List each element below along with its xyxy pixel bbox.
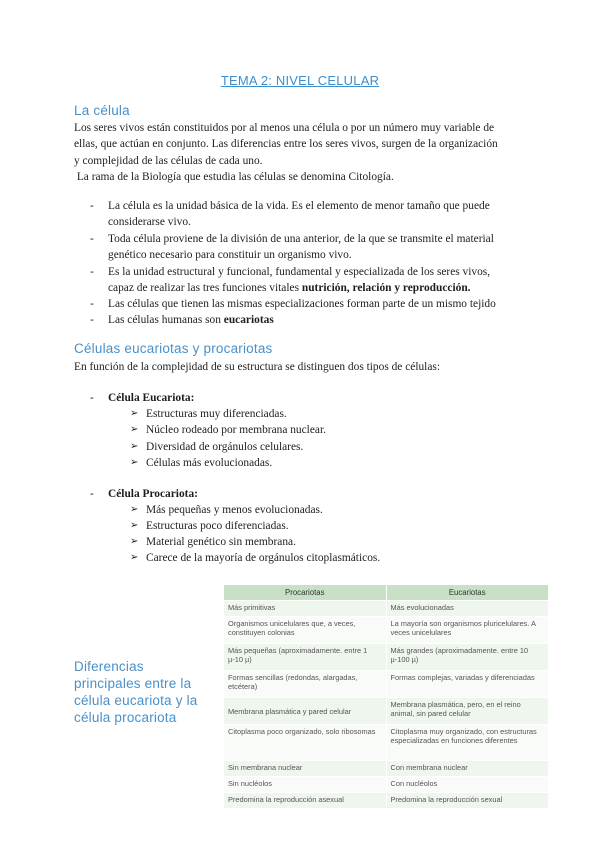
table-row	[224, 601, 549, 617]
table-row	[224, 761, 549, 777]
bold-text: Célula Procariota:	[108, 488, 198, 500]
table-cell: Membrana plasmática, pero, en el reino animal, sin pared celular	[386, 698, 549, 725]
table-row	[224, 698, 549, 725]
table-cell: Con membrana nuclear	[386, 761, 549, 777]
bullet-line: Las células que tienen las mismas especializaciones forman parte de un mismo tejido	[108, 298, 496, 310]
bold-text: Célula Eucariota:	[108, 392, 195, 404]
sub-item: ➢ Estructuras poco diferenciadas.	[130, 518, 530, 534]
table-cell: Más primitivas	[224, 601, 387, 617]
eukaryote-label: - Célula Eucariota:	[90, 392, 195, 404]
arrow-icon: ➢	[130, 424, 139, 435]
bullet-item: - La célula es la unidad básica de la vida. Es el elemento de menor tamaño que puede considerarse vivo.	[74, 198, 526, 231]
table-row	[224, 725, 549, 761]
arrow-icon: ➢	[130, 552, 139, 563]
bullet-line: Toda célula proviene de la división de una anterior, de la que se transmite el material	[108, 233, 494, 245]
table-cell: Organismos unicelulares que, a veces, constituyen colonias	[224, 617, 387, 644]
arrow-icon: ➢	[130, 504, 139, 515]
table-cell: La mayoría son organismos pluricelulares. A veces unicelulares	[386, 617, 549, 644]
sub-item: ➢ Carece de la mayoría de orgánulos citoplasmáticos.	[130, 550, 530, 566]
arrow-icon: ➢	[130, 520, 139, 531]
sub-item: ➢ Células más evolucionadas.	[130, 455, 530, 471]
section-heading-cell: La célula	[74, 103, 130, 118]
comparison-table	[223, 584, 549, 809]
sub-item: ➢ Diversidad de orgánulos celulares.	[130, 439, 530, 455]
column-header: Eucariotas	[386, 585, 549, 601]
intro-paragraph	[74, 120, 526, 185]
table-cell: Más grandes (aproximadamente. entre 10 µ-100 µ)	[386, 644, 549, 671]
table-header-row	[224, 585, 549, 601]
table-cell: Más pequeñas (aproximadamente. entre 1 µ-10 µ)	[224, 644, 387, 671]
bullet-line: genético necesario para constituir un organismo vivo.	[108, 249, 352, 262]
section-heading-types: Células eucariotas y procariotas	[74, 341, 273, 356]
para-line: y complejidad de las células de cada uno.	[74, 154, 263, 167]
table-cell: Con nucléolos	[386, 777, 549, 793]
bullet-line: capaz de realizar las tres funciones vitales nutrición, relación y reproducción.	[108, 282, 471, 295]
table-cell: Sin membrana nuclear	[224, 761, 387, 777]
table-cell: Más evolucionadas	[386, 601, 549, 617]
page-title: TEMA 2: NIVEL CELULAR	[220, 73, 380, 88]
arrow-icon: ➢	[130, 457, 139, 468]
table-cell: Citoplasma muy organizado, con estructuras especializadas en funciones diferentes	[386, 725, 549, 761]
bullet-item: - Toda célula proviene de la división de una anterior, de la que se transmite el material genético necesario para constituir un organismo vivo.	[74, 231, 526, 264]
bullet-line: Es la unidad estructural y funcional, fundamental y especializada de los seres vivos,	[108, 266, 491, 278]
bullet-line: Las células humanas son eucariotas	[108, 314, 274, 326]
table-row	[224, 671, 549, 698]
table-cell: Membrana plasmática y pared celular	[224, 698, 387, 725]
para-line: ellas, que actúan en conjunto. Las diferencias entre los seres vivos, surgen de la organización	[74, 138, 498, 151]
table-cell: Predomina la reproducción asexual	[224, 793, 387, 809]
prokaryote-label: - Célula Procariota:	[90, 488, 198, 500]
table-row	[224, 617, 549, 644]
bold-text: nutrición, relación y reproducción.	[301, 282, 471, 295]
arrow-icon: ➢	[130, 441, 139, 452]
comparison-title: Diferencias principales entre la célula eucariota y la célula procariota	[74, 659, 198, 725]
bullet-item: - Es la unidad estructural y funcional, fundamental y especializada de los seres vivos, capaz de realizar las tres funciones vitales nutrición, relación y reproducción.	[74, 264, 526, 297]
column-header: Procariotas	[224, 585, 387, 601]
table-cell: Sin nucléolos	[224, 777, 387, 793]
table-cell: Formas sencillas (redondas, alargadas, etcétera)	[224, 671, 387, 698]
sub-item: ➢ Núcleo rodeado por membrana nuclear.	[130, 422, 530, 438]
bold-text: eucariotas	[223, 314, 274, 326]
types-intro: En función de la complejidad de su estructura se distinguen dos tipos de células:	[74, 361, 440, 373]
sub-item: ➢ Más pequeñas y menos evolucionadas.	[130, 502, 530, 518]
para-line: Los seres vivos están constituidos por al menos una célula o por un número muy variable de	[74, 122, 495, 134]
bullet-item: - Las células humanas son eucariotas	[74, 312, 526, 328]
table-cell: Citoplasma poco organizado, solo ribosomas	[224, 725, 387, 761]
table-row	[224, 777, 549, 793]
table-cell: Formas complejas, variadas y diferenciadas	[386, 671, 549, 698]
bullet-item: - Las células que tienen las mismas especializaciones forman parte de un mismo tejido	[74, 296, 526, 312]
table-row	[224, 644, 549, 671]
arrow-icon: ➢	[130, 536, 139, 547]
table-row	[224, 793, 549, 809]
table-cell: Predomina la reproducción sexual	[386, 793, 549, 809]
arrow-icon: ➢	[130, 408, 139, 419]
bullet-line: considerarse vivo.	[108, 216, 191, 229]
sub-item: ➢ Estructuras muy diferenciadas.	[130, 406, 530, 422]
bullet-line: La célula es la unidad básica de la vida. Es el elemento de menor tamaño que puede	[108, 200, 490, 212]
para-line: La rama de la Biología que estudia las células se denomina Citología.	[74, 170, 394, 183]
sub-item: ➢ Material genético sin membrana.	[130, 534, 530, 550]
